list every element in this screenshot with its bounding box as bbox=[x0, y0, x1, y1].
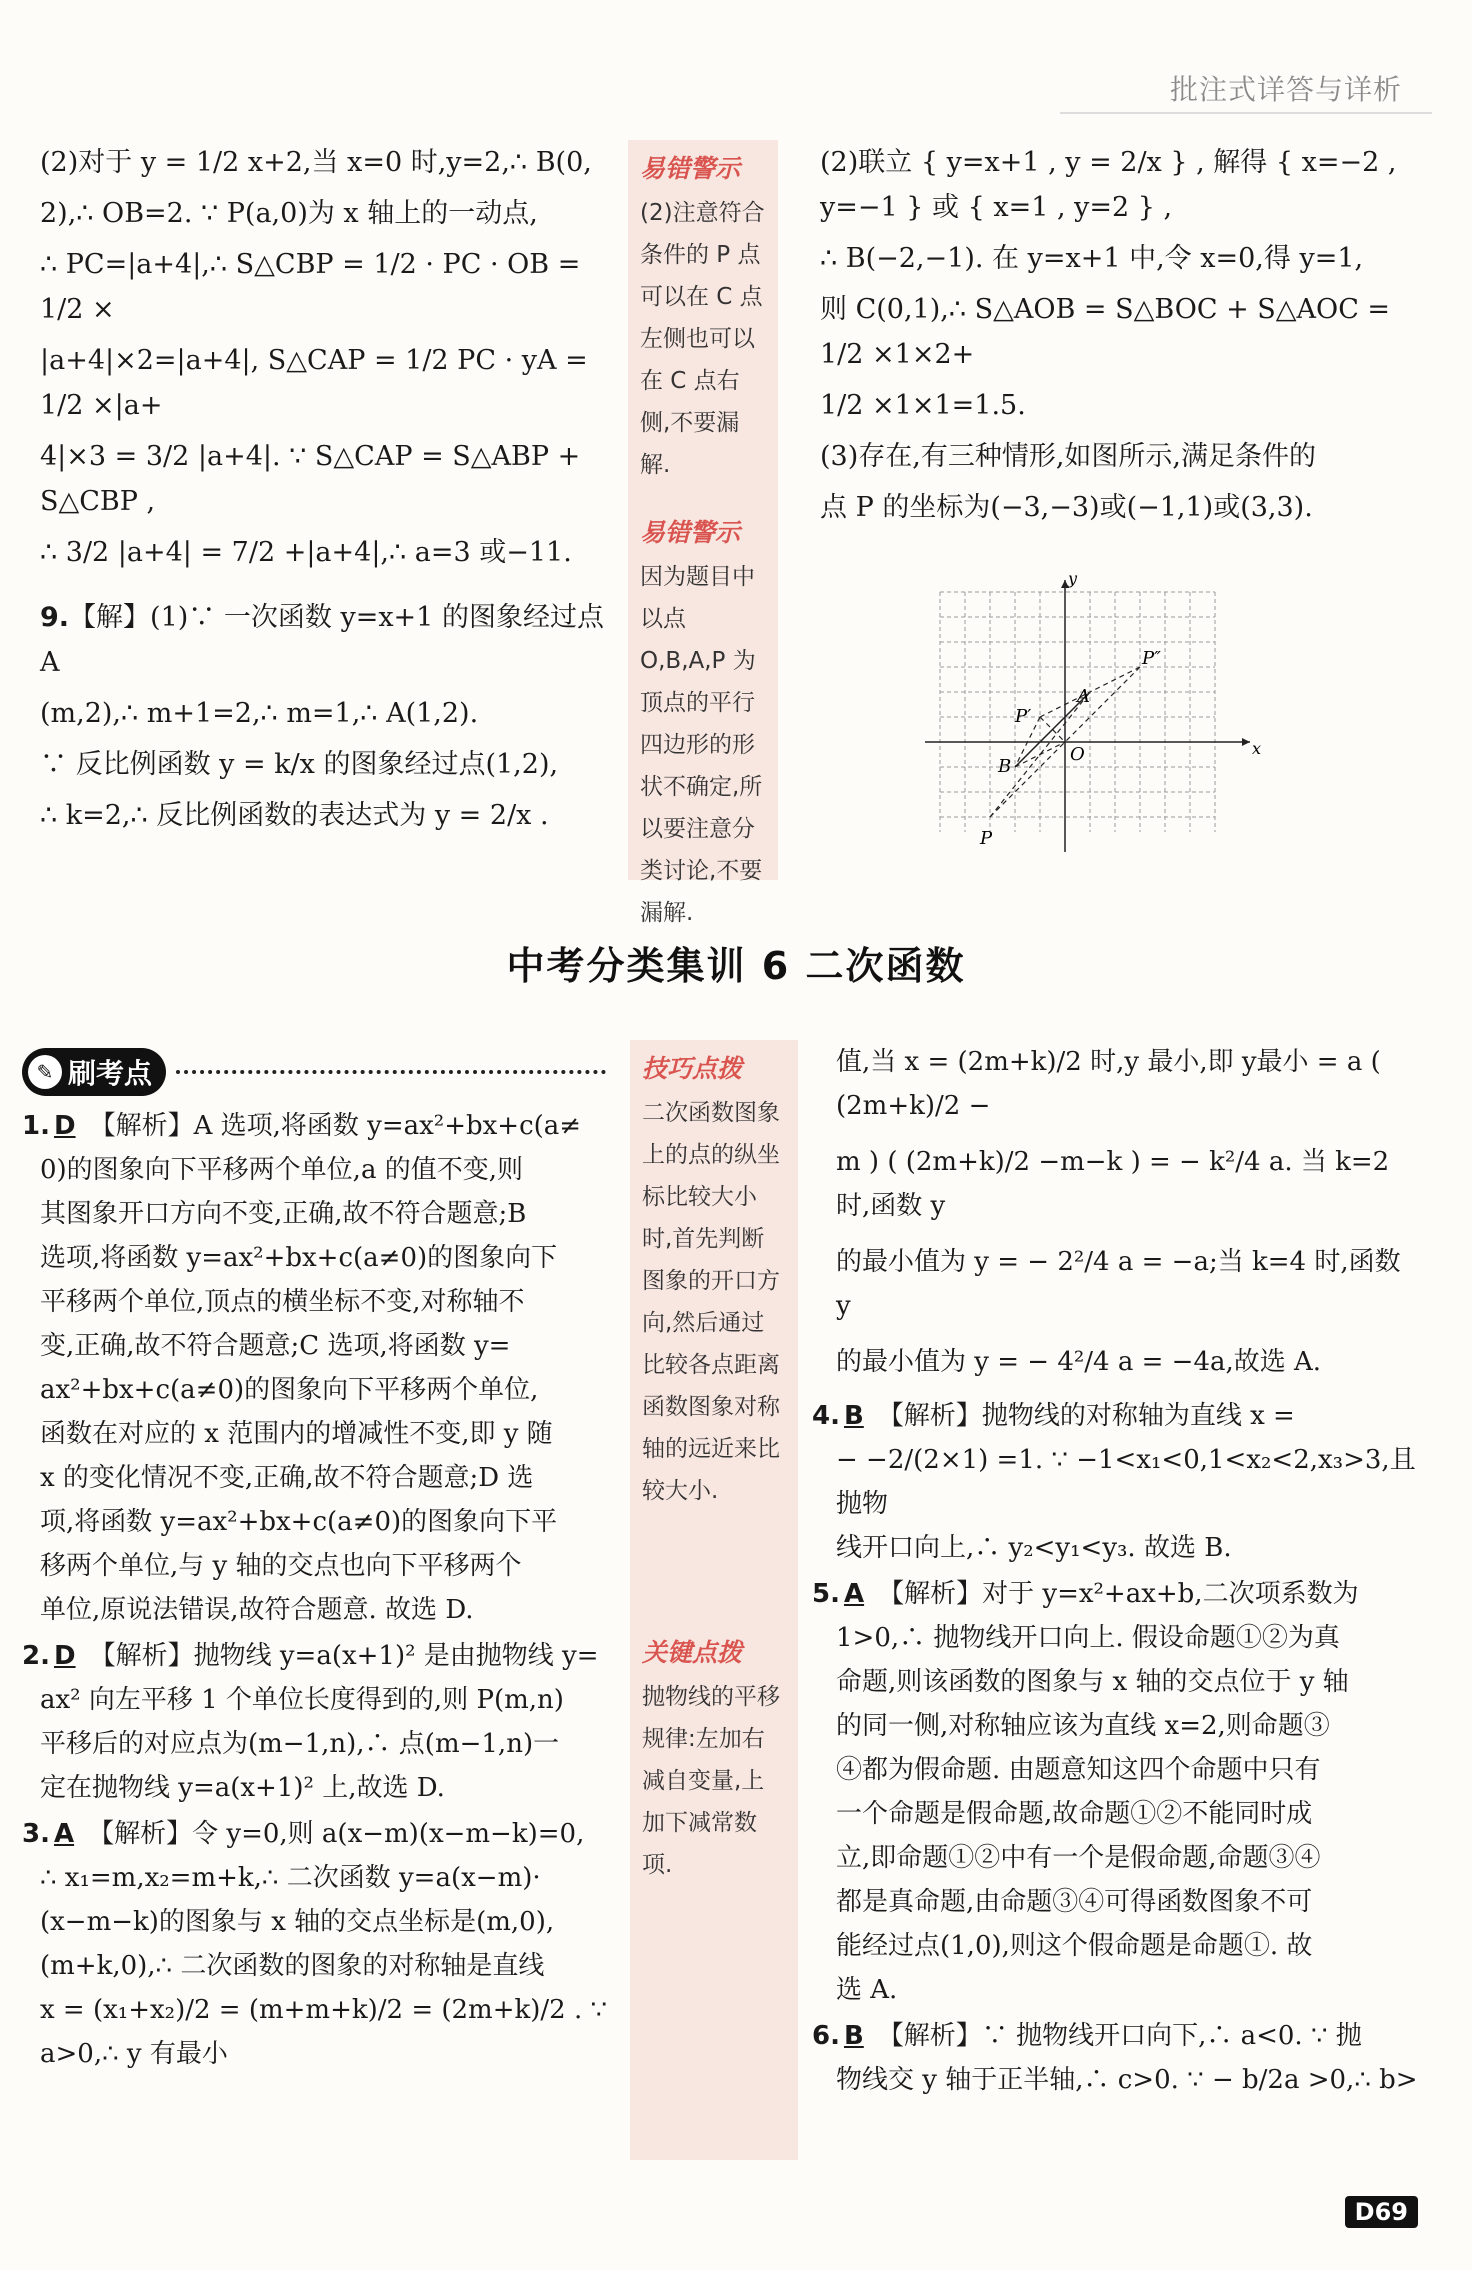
solution-line: 线开口向上,∴ y₂<y₁<y₃. 故选 B. bbox=[836, 1533, 1232, 1563]
point-p-double-prime-label: P″ bbox=[1142, 648, 1161, 669]
solution-line: 抛物线 y=a(x+1)² 是由抛物线 y= bbox=[193, 1641, 599, 1671]
solution-line: 单位,原说法错误,故符合题意. 故选 D. bbox=[40, 1595, 474, 1625]
side-note-text: 因为题目中以点 O,B,A,P 为顶点的平行四边形的形状不确定,所以要注意分类讨论,不要漏解. bbox=[640, 564, 763, 926]
solution-line: 项,将函数 y=ax²+bx+c(a≠0)的图象向下平 bbox=[40, 1507, 558, 1537]
section-title: 中考分类集训 6 二次函数 bbox=[506, 944, 966, 988]
origin-label: O bbox=[1070, 744, 1085, 765]
solution-tag: 【解析】 bbox=[878, 1579, 983, 1609]
solution-line: 点 P 的坐标为(−3,−3)或(−1,1)或(3,3). bbox=[820, 492, 1313, 523]
solution-line: ∵ 反比例函数 y = k/x 的图象经过点(1,2), bbox=[40, 749, 559, 780]
point-p-prime-label: P′ bbox=[1015, 706, 1032, 727]
bottom-left-column bbox=[22, 1104, 622, 2076]
top-side-notes bbox=[628, 140, 778, 926]
solution-line: (2)联立 { y=x+1 , y = 2/x } , 解得 { x=−2 , y=−1 } 或 { x=1 , y=2 } , bbox=[820, 147, 1397, 223]
solution-line: ∴ 3/2 |a+4| = 7/2 +|a+4|,∴ a=3 或−11. bbox=[40, 537, 572, 568]
question-9 bbox=[40, 595, 610, 685]
side-note-text: 二次函数图象上的点的纵坐标比较大小时,首先判断图象的开口方向,然后通过比较各点距离函数图象对称轴的远近来比较大小. bbox=[642, 1100, 780, 1504]
solution-line: − −2/(2×1) =1. ∵ −1<x₁<0,1<x₂<2,x₃>3,且抛物 bbox=[836, 1445, 1416, 1519]
solution-line: ④都为假命题. 由题意知这四个命题中只有 bbox=[836, 1755, 1321, 1785]
dotted-divider bbox=[176, 1070, 606, 1074]
solution-line: (2)对于 y = 1/2 x+2,当 x=0 时,y=2,∴ B(0, bbox=[40, 147, 592, 178]
solution-line: 函数在对应的 x 范围内的增减性不变,即 y 随 bbox=[40, 1419, 553, 1449]
top-right-column bbox=[820, 140, 1420, 536]
solution-line: (m,2),∴ m+1=2,∴ m=1,∴ A(1,2). bbox=[40, 698, 479, 729]
solution-line: 选 A. bbox=[836, 1975, 898, 2005]
solution-line: (3)存在,有三种情形,如图所示,满足条件的 bbox=[820, 441, 1316, 472]
solution-line: 能经过点(1,0),则这个假命题是命题①. 故 bbox=[836, 1931, 1313, 1961]
side-note bbox=[640, 148, 766, 486]
solution-tag: 【解析】 bbox=[877, 2021, 982, 2051]
solution-line: ∴ x₁=m,x₂=m+k,∴ 二次函数 y=a(x−m)· bbox=[40, 1863, 541, 1893]
solution-line: 平移后的对应点为(m−1,n),∴ 点(m−1,n)一 bbox=[40, 1729, 560, 1759]
point-b-label: B bbox=[998, 756, 1012, 777]
solution-line: 移两个单位,与 y 轴的交点也向下平移两个 bbox=[40, 1551, 522, 1581]
x-axis-label: x bbox=[1252, 739, 1262, 758]
solution-line: 的同一侧,对称轴应该为直线 x=2,则命题③ bbox=[836, 1711, 1330, 1741]
brush-badge bbox=[22, 1048, 166, 1096]
solution-line: (1)∵ 一次函数 y=x+1 的图象经过点 A bbox=[40, 602, 604, 678]
brush-label: 刷考点 bbox=[68, 1057, 153, 1090]
question-number: 3. bbox=[22, 1819, 50, 1849]
page-number-badge: D69 bbox=[1345, 2196, 1418, 2228]
solution-line: |a+4|×2=|a+4|, S△CAP = 1/2 PC · yA = 1/2 ×|a+ bbox=[40, 345, 588, 421]
side-note bbox=[642, 1048, 786, 1512]
point-a-label: A bbox=[1077, 686, 1090, 707]
x-axis-arrow bbox=[1242, 738, 1250, 746]
question-number: 4. bbox=[812, 1401, 840, 1431]
solution-line: 的最小值为 y = − 4²/4 a = −4a,故选 A. bbox=[836, 1347, 1322, 1377]
answer-choice: A bbox=[843, 1579, 865, 1609]
question-6 bbox=[812, 2014, 1422, 2058]
solution-line: 一个命题是假命题,故命题①②不能同时成 bbox=[836, 1799, 1313, 1829]
solution-line: 抛物线的对称轴为直线 x = bbox=[981, 1401, 1295, 1431]
solution-line: ∴ B(−2,−1). 在 y=x+1 中,令 x=0,得 y=1, bbox=[820, 243, 1364, 274]
y-axis-label: y bbox=[1068, 572, 1078, 588]
solution-line: 1/2 ×1×1=1.5. bbox=[820, 390, 1026, 421]
solution-line: 物线交 y 轴于正半轴,∴ c>0. ∵ − b/2a >0,∴ b> bbox=[836, 2065, 1418, 2095]
solution-line: 0)的图象向下平移两个单位,a 的值不变,则 bbox=[40, 1155, 523, 1185]
solution-line: 的最小值为 y = − 2²/4 a = −a;当 k=4 时,函数 y bbox=[836, 1247, 1401, 1321]
solution-tag: 【解析】 bbox=[89, 1111, 194, 1141]
question-number: 9. bbox=[40, 602, 70, 633]
side-note-title: 技巧点拨 bbox=[642, 1054, 743, 1083]
brush-header bbox=[22, 1048, 606, 1096]
bottom-side-notes bbox=[630, 1040, 798, 2160]
solution-line: A 选项,将函数 y=ax²+bx+c(a≠ bbox=[193, 1111, 582, 1141]
brush-icon: ✎ bbox=[28, 1055, 62, 1089]
side-note-title: 关键点拨 bbox=[642, 1638, 743, 1667]
question-3 bbox=[22, 1812, 622, 1856]
question-5 bbox=[812, 1572, 1422, 1616]
question-1 bbox=[22, 1104, 622, 1148]
side-note-text: (2)注意符合条件的 P 点可以在 C 点左侧也可以在 C 点右侧,不要漏解. bbox=[640, 200, 765, 478]
answer-choice: D bbox=[53, 1111, 76, 1141]
top-left-column bbox=[40, 140, 610, 844]
answer-choice: B bbox=[843, 2021, 864, 2051]
solution-line: 选项,将函数 y=ax²+bx+c(a≠0)的图象向下 bbox=[40, 1243, 558, 1273]
side-note-title: 易错警示 bbox=[640, 154, 741, 183]
solution-line: m ) ( (2m+k)/2 −m−k ) = − k²/4 a. 当 k=2 时,函数 y bbox=[836, 1147, 1390, 1221]
side-note-text: 抛物线的平移规律:左加右减自变量,上加下减常数项. bbox=[642, 1684, 780, 1878]
point-p-label: P bbox=[980, 828, 993, 849]
solution-line: (m+k,0),∴ 二次函数的图象的对称轴是直线 bbox=[40, 1951, 545, 1981]
solution-tag: 【解析】 bbox=[89, 1641, 194, 1671]
solution-line: ∵ 抛物线开口向下,∴ a<0. ∵ 抛 bbox=[981, 2021, 1362, 2051]
question-4 bbox=[812, 1394, 1422, 1438]
solution-line: 命题,则该函数的图象与 x 轴的交点位于 y 轴 bbox=[836, 1667, 1349, 1697]
solution-line: x = (x₁+x₂)/2 = (m+m+k)/2 = (2m+k)/2 . ∵ a>0,∴ y 有最小 bbox=[40, 1995, 608, 2069]
solution-line: ax²+bx+c(a≠0)的图象向下平移两个单位, bbox=[40, 1375, 539, 1405]
solution-tag: 【解析】 bbox=[88, 1819, 193, 1849]
solution-line: 对于 y=x²+ax+b,二次项系数为 bbox=[982, 1579, 1359, 1609]
solution-line: x 的变化情况不变,正确,故不符合题意;D 选 bbox=[40, 1463, 534, 1493]
question-number: 5. bbox=[812, 1579, 840, 1609]
side-note bbox=[640, 512, 766, 934]
solution-line: 1>0,∴ 抛物线开口向上. 假设命题①②为真 bbox=[836, 1623, 1340, 1653]
solution-line: 立,即命题①②中有一个是假命题,命题③④ bbox=[836, 1843, 1321, 1873]
solution-line: 令 y=0,则 a(x−m)(x−m−k)=0, bbox=[192, 1819, 585, 1849]
answer-choice: D bbox=[53, 1641, 76, 1671]
solution-line: ax² 向左平移 1 个单位长度得到的,则 P(m,n) bbox=[40, 1685, 564, 1715]
side-note bbox=[642, 1632, 786, 1886]
solution-line: 2),∴ OB=2. ∵ P(a,0)为 x 轴上的一动点, bbox=[40, 198, 538, 229]
solution-line: 定在抛物线 y=a(x+1)² 上,故选 D. bbox=[40, 1773, 445, 1803]
question-number: 2. bbox=[22, 1641, 50, 1671]
solution-line: 变,正确,故不符合题意;C 选项,将函数 y= bbox=[40, 1331, 511, 1361]
grid-lines bbox=[940, 592, 1215, 832]
coordinate-graph bbox=[920, 572, 1270, 872]
solution-line: 平移两个单位,顶点的横坐标不变,对称轴不 bbox=[40, 1287, 525, 1317]
solution-tag: 【解】 bbox=[69, 602, 151, 633]
solution-tag: 【解析】 bbox=[877, 1401, 982, 1431]
question-number: 1. bbox=[22, 1111, 50, 1141]
solution-line: 都是真命题,由命题③④可得函数图象不可 bbox=[836, 1887, 1313, 1917]
answer-choice: B bbox=[843, 1401, 864, 1431]
solution-line: ∴ PC=|a+4|,∴ S△CBP = 1/2 · PC · OB = 1/2 × bbox=[40, 249, 581, 325]
question-2 bbox=[22, 1634, 622, 1678]
question-number: 6. bbox=[812, 2021, 840, 2051]
solution-line: 值,当 x = (2m+k)/2 时,y 最小,即 y最小 = a ( (2m+k)/2 − bbox=[836, 1047, 1381, 1121]
solution-line: ∴ k=2,∴ 反比例函数的表达式为 y = 2/x . bbox=[40, 800, 549, 831]
answer-choice: A bbox=[53, 1819, 75, 1849]
solution-line: 其图象开口方向不变,正确,故不符合题意;B bbox=[40, 1199, 527, 1229]
solution-line: 则 C(0,1),∴ S△AOB = S△BOC + S△AOC = 1/2 ×1×2+ bbox=[820, 294, 1391, 370]
side-note-title: 易错警示 bbox=[640, 518, 741, 547]
bottom-right-column bbox=[812, 1040, 1422, 2102]
solution-line: (x−m−k)的图象与 x 轴的交点坐标是(m,0), bbox=[40, 1907, 555, 1937]
solution-line: 4|×3 = 3/2 |a+4|. ∵ S△CAP = S△ABP + S△CBP , bbox=[40, 441, 581, 517]
header-rule bbox=[1060, 112, 1432, 114]
header-title: 批注式详答与详析 bbox=[1169, 73, 1402, 106]
